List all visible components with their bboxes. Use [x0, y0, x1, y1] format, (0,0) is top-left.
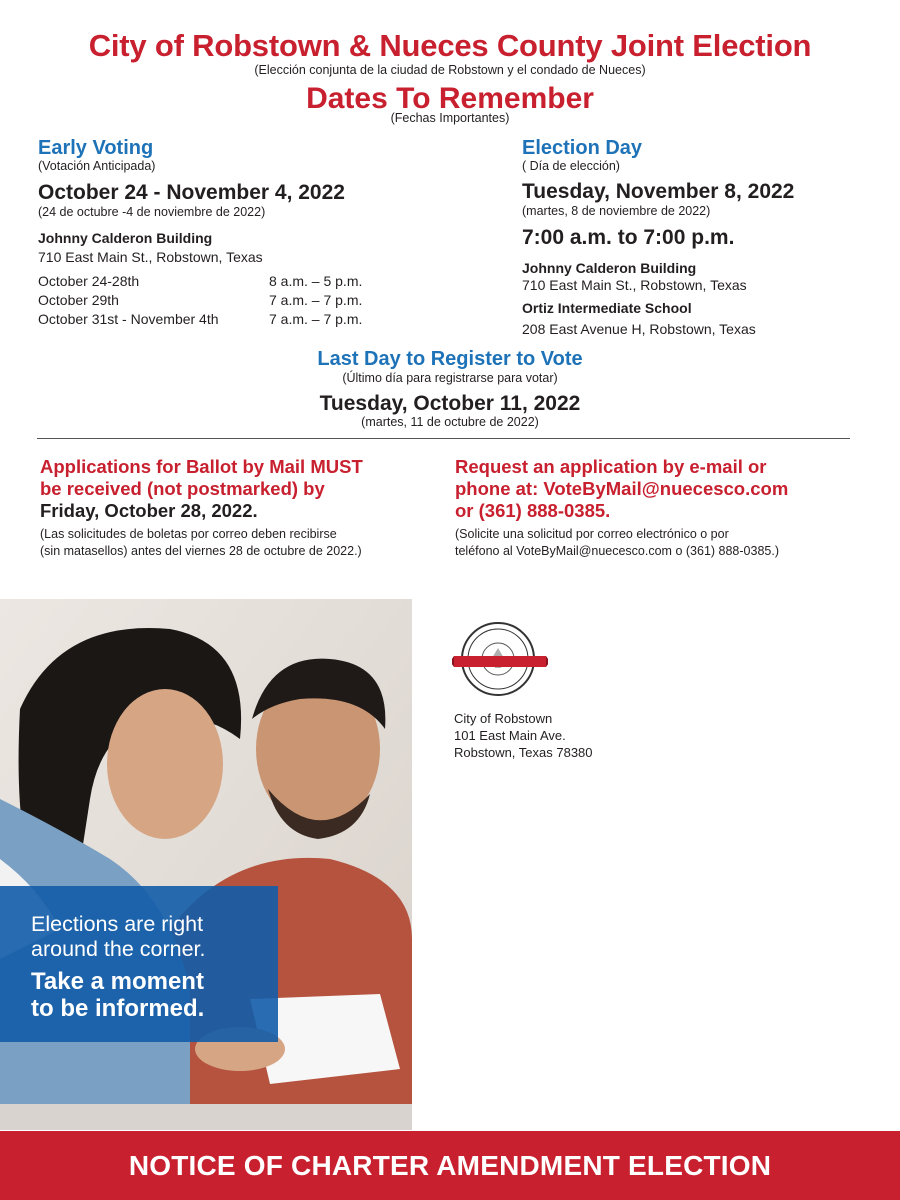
election-day-hours: 7:00 a.m. to 7:00 p.m. — [522, 226, 735, 249]
return-address-line3: Robstown, Texas 78380 — [454, 745, 593, 760]
request-spanish-1: (Solicite una solicitud por correo electrónico o por — [455, 527, 729, 541]
election-day-date-spanish: (martes, 8 de noviembre de 2022) — [522, 204, 711, 218]
election-day-location-name: Johnny Calderon Building — [522, 260, 697, 276]
schedule-days: October 29th — [38, 292, 119, 308]
ballot-mail-deadline: Friday, October 28, 2022. — [40, 500, 258, 521]
early-voting-location-name: Johnny Calderon Building — [38, 230, 213, 246]
early-voting-heading-spanish: (Votación Anticipada) — [38, 159, 156, 173]
register-date-spanish: (martes, 11 de octubre de 2022) — [361, 415, 539, 429]
request-spanish-2: teléfono al VoteByMail@nuecesco.com o (361) 888-0385.) — [455, 544, 779, 558]
return-address-line1: City of Robstown — [454, 711, 553, 726]
main-title: City of Robstown & Nueces County Joint Election — [88, 28, 812, 63]
request-email-line: phone at: VoteByMail@nuecesco.com — [455, 478, 789, 499]
couple-photo — [0, 599, 412, 1130]
election-day-heading-spanish: ( Día de elección) — [522, 159, 620, 173]
request-line1: Request an application by e-mail or — [455, 456, 767, 477]
city-seal-logo — [452, 620, 548, 698]
schedule-hours: 8 a.m. – 5 p.m. — [269, 273, 363, 289]
schedule-hours: 7 a.m. – 7 p.m. — [269, 292, 363, 308]
request-phone-line: or (361) 888-0385. — [455, 500, 611, 521]
early-voting-location-address: 710 East Main St., Robstown, Texas — [38, 249, 263, 265]
election-day-location-address: 710 East Main St., Robstown, Texas — [522, 277, 747, 293]
early-voting-dates: October 24 - November 4, 2022 — [38, 181, 345, 204]
election-day-date: Tuesday, November 8, 2022 — [522, 180, 795, 203]
election-day-heading: Election Day — [522, 137, 643, 159]
register-heading: Last Day to Register to Vote — [317, 348, 583, 370]
register-heading-spanish: (Último día para registrarse para votar) — [342, 371, 558, 385]
ballot-mail-spanish-1: (Las solicitudes de boletas por correo deben recibirse — [40, 527, 337, 541]
footer-title: NOTICE OF CHARTER AMENDMENT ELECTION — [128, 1150, 772, 1181]
promo-line4: to be informed. — [31, 995, 205, 1022]
register-date: Tuesday, October 11, 2022 — [319, 392, 581, 415]
schedule-hours: 7 a.m. – 7 p.m. — [269, 311, 363, 327]
dates-title: Dates To Remember — [306, 82, 594, 115]
return-address-line2: 101 East Main Ave. — [454, 728, 566, 743]
schedule-days: October 24-28th — [38, 273, 140, 289]
ballot-mail-line1: Applications for Ballot by Mail MUST — [40, 456, 363, 477]
section-divider — [37, 438, 850, 439]
promo-line1: Elections are right — [31, 912, 204, 936]
dates-title-spanish: (Fechas Importantes) — [390, 111, 510, 125]
early-voting-dates-spanish: (24 de octubre -4 de noviembre de 2022) — [38, 205, 266, 219]
schedule-days: October 31st - November 4th — [38, 311, 219, 327]
main-title-spanish: (Elección conjunta de la ciudad de Robstown y el condado de Nueces) — [254, 63, 646, 77]
election-day-location-name: Ortiz Intermediate School — [522, 300, 692, 316]
ballot-mail-line2: be received (not postmarked) by — [40, 478, 325, 499]
election-day-location-address: 208 East Avenue H, Robstown, Texas — [522, 321, 756, 337]
promo-line3: Take a moment — [31, 968, 204, 995]
ballot-mail-spanish-2: (sin matasellos) antes del viernes 28 de octubre de 2022.) — [40, 544, 362, 558]
promo-line2: around the corner. — [31, 937, 206, 961]
early-voting-heading: Early Voting — [38, 137, 154, 159]
